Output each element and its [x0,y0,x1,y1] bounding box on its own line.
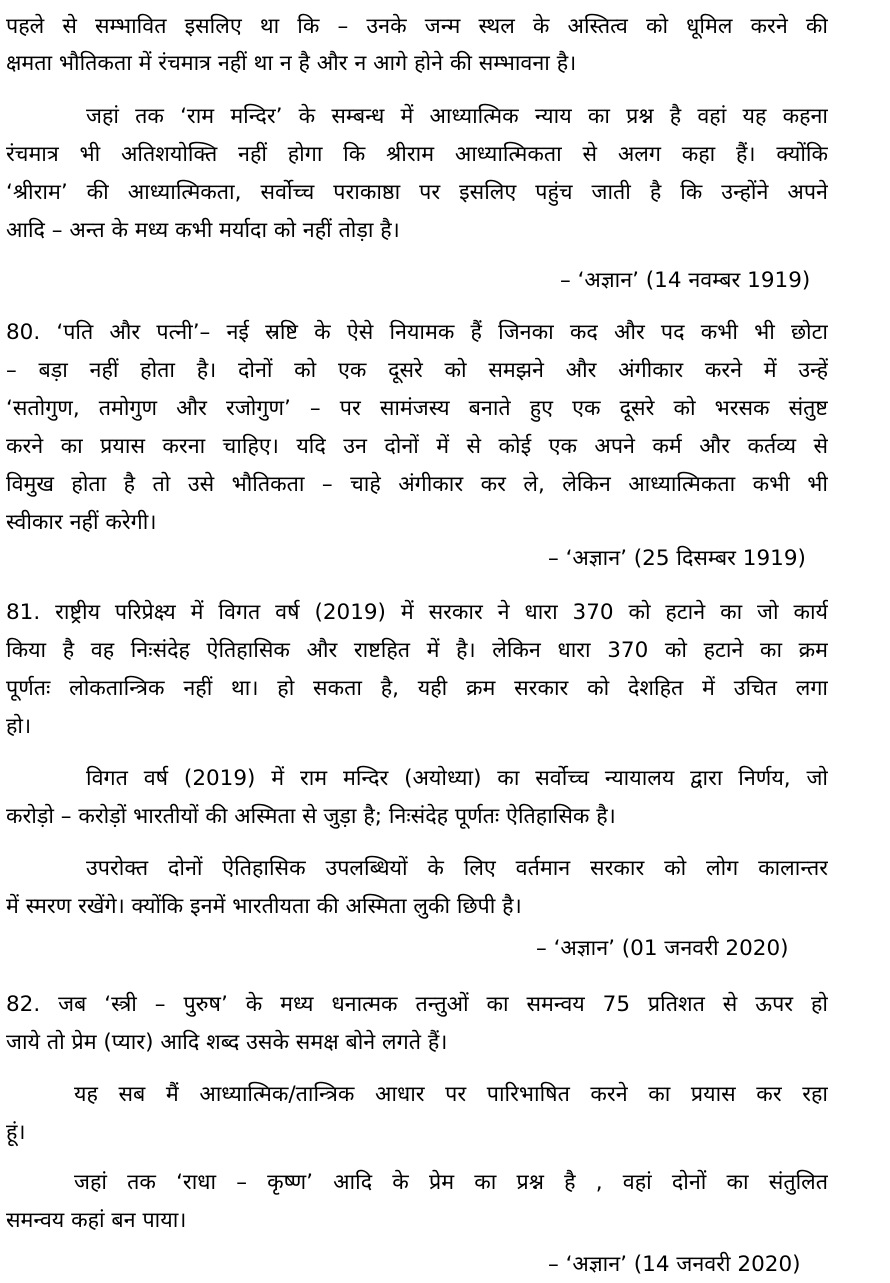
text-line: करने का प्रयास करना चाहिए। यदि उन दोनों में से कोई एक अपने कर्म और कर्तव्य से [6,434,828,459]
text-line: हूं। [6,1120,26,1145]
text-line: स्वीकार नहीं करेगी। [6,510,157,535]
text-line: में स्मरण रखेंगे। क्योंकि इनमें भारतीयता की अस्मिता लुकी छिपी है। [6,894,522,919]
text-line: किया है वह निःसंदेह ऐतिहासिक और राष्टहित में है। लेकिन धारा 370 को हटाने का क्रम [6,638,828,663]
text-line: जहां तक ‘राधा – कृष्ण’ आदि के प्रेम का प्रश्न है , वहां दोनों का संतुलित [74,1170,828,1195]
text-line: 82. जब ‘स्त्री – पुरुष’ के मध्य धनात्मक तन्तुओं का समन्वय 75 प्रतिशत से ऊपर हो [6,992,828,1017]
text-line: 80. ‘पति और पत्नी’– नई स्रष्टि के ऐसे नियामक हैं जिनका कद और पद कभी भी छोटा [6,320,828,345]
signature-date: – ‘अज्ञान’ (14 नवम्बर 1919) [560,268,811,293]
signature-date: – ‘अज्ञान’ (01 जनवरी 2020) [536,936,789,961]
text-line: हो। [6,714,32,739]
text-line: ‘सतोगुण, तमोगुण और रजोगुण’ – पर सामंजस्य बनाते हुए एक दूसरे को भरसक संतुष्ट [6,396,828,421]
text-line: ‘श्रीराम’ की आध्यात्मिकता, सर्वोच्च पराकाष्ठा पर इसलिए पहुंच जाती है कि उन्होंने अपने [6,180,828,205]
text-line: उपरोक्त दोनों ऐतिहासिक उपलब्धियों के लिए वर्तमान सरकार को लोग कालान्तर [86,856,828,881]
text-line: विमुख होता है तो उसे भौतिकता – चाहे अंगीकार कर ले, लेकिन आध्यात्मिकता कभी भी [6,472,828,497]
text-line: आदि – अन्त के मध्य कभी मर्यादा को नहीं तोड़ा है। [6,218,400,243]
text-line: विगत वर्ष (2019) में राम मन्दिर (अयोध्या) का सर्वोच्च न्यायालय द्वारा निर्णय, जो [86,766,828,791]
text-line: जाये तो प्रेम (प्यार) आदि शब्द उसके समक्ष बोने लगते हैं। [6,1030,448,1055]
text-line: पूर्णतः लोकतान्त्रिक नहीं था। हो सकता है, यही क्रम सरकार को देशहित में उचित लगा [6,676,828,701]
text-line: 81. राष्ट्रीय परिप्रेक्ष्य में विगत वर्ष (2019) में सरकार ने धारा 370 को हटाने का जो कार्य [6,600,828,625]
text-line: क्षमता भौतिकता में रंचमात्र नहीं था न है और न आगे होने की सम्भावना है। [6,51,577,76]
signature-date: – ‘अज्ञान’ (25 दिसम्बर 1919) [548,546,806,571]
text-line: यह सब मैं आध्यात्मिक/तान्त्रिक आधार पर पारिभाषित करने का प्रयास कर रहा [74,1082,828,1107]
text-line: रंचमात्र भी अतिशयोक्ति नहीं होगा कि श्रीराम आध्यात्मिकता से अलग कहा हैं। क्योंकि [6,142,828,167]
text-line: – बड़ा नहीं होता है। दोनों को एक दूसरे को समझने और अंगीकार करने में उन्हें [6,358,828,383]
text-line: समन्वय कहां बन पाया। [6,1208,187,1233]
text-line: जहां तक ‘राम मन्दिर’ के सम्बन्ध में आध्यात्मिक न्याय का प्रश्न है वहां यह कहना [86,104,828,129]
text-line: करोड़ो – करोड़ों भारतीयों की अस्मिता से जुड़ा है; निःसंदेह पूर्णतः ऐतिहासिक है। [6,804,616,829]
signature-date: – ‘अज्ञान’ (14 जनवरी 2020) [548,1252,801,1277]
text-line: पहले से सम्भावित इसलिए था कि – उनके जन्म स्थल के अस्तित्व को धूमिल करने की [6,14,828,39]
